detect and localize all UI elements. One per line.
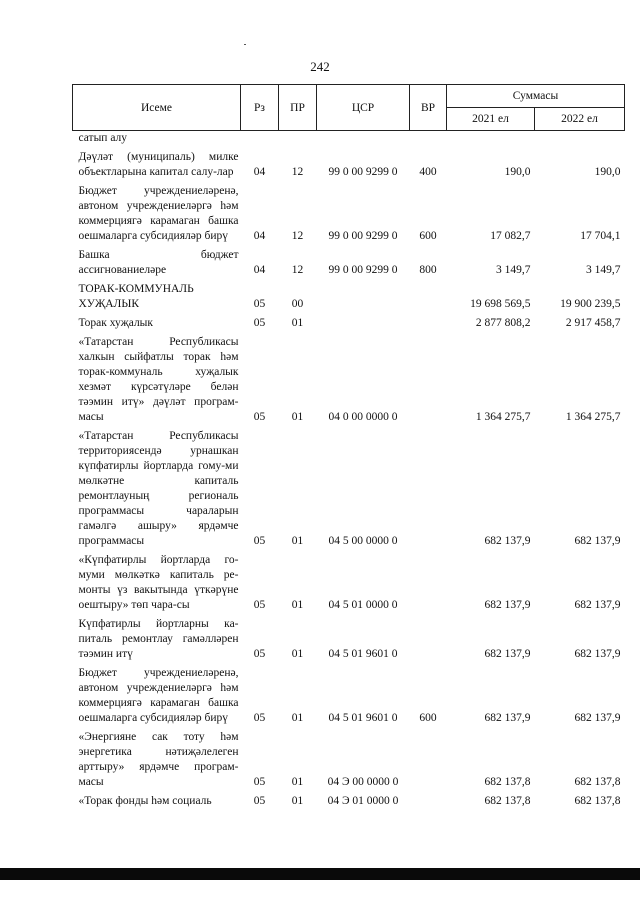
row-sum-2022: 682 137,8 xyxy=(574,795,621,807)
row-sum-2021: 682 137,8 xyxy=(484,776,531,788)
header-name: Исеме xyxy=(73,85,241,131)
row-rz: 05 xyxy=(253,317,266,329)
header-year-2021: 2021 ел xyxy=(447,108,535,131)
row-sum-2022: 682 137,9 xyxy=(574,535,621,547)
row-name: Торак хуҗалык xyxy=(78,317,153,329)
row-name: Башка бюджет ассигнованиеләре xyxy=(78,249,239,276)
row-vr: 600 xyxy=(419,230,437,242)
header-csr: ЦСР xyxy=(317,85,410,131)
row-name: Бюджет учреждениеләренә, автоном учреждениеләргә һәм коммерциягә карамаган башка оешмаларга субсидияләр бирү xyxy=(78,185,239,242)
row-sum-2022: 682 137,9 xyxy=(574,712,621,724)
table-body xyxy=(73,131,625,810)
scan-bottom-edge xyxy=(0,868,640,880)
row-pr: 01 xyxy=(291,411,304,423)
row-sum-2022: 19 900 239,5 xyxy=(560,298,621,310)
row-pr: 01 xyxy=(291,795,304,807)
table-row xyxy=(73,726,625,790)
row-csr: 99 0 00 9299 0 xyxy=(328,230,398,242)
table-row xyxy=(73,312,625,331)
row-pr: 01 xyxy=(291,599,304,611)
row-csr: 04 0 00 0000 0 xyxy=(328,411,398,423)
row-name: Күпфатирлы йортларны ка-питаль ремонтлау гамәлләрен тәэмин итү xyxy=(78,618,239,660)
row-csr: 04 Э 00 0000 0 xyxy=(327,776,399,788)
row-vr xyxy=(410,613,447,662)
row-vr: 800 xyxy=(419,264,437,276)
row-csr: 04 5 01 9601 0 xyxy=(328,648,398,660)
table-row xyxy=(73,425,625,549)
row-name: «Энергияне сак тоту һәм энергетика нәтиҗәлелеген арттыру» ярдәмче програм-масы xyxy=(78,731,239,788)
row-sum-2021 xyxy=(447,131,535,147)
row-pr: 01 xyxy=(291,535,304,547)
row-rz: 04 xyxy=(253,264,266,276)
header-year-2022: 2022 ел xyxy=(535,108,625,131)
row-rz: 04 xyxy=(253,166,266,178)
row-csr xyxy=(317,312,410,331)
row-sum-2021: 190,0 xyxy=(504,166,531,178)
row-pr: 12 xyxy=(291,264,304,276)
row-rz: 05 xyxy=(253,648,266,660)
table-header xyxy=(73,85,625,131)
row-sum-2021: 682 137,9 xyxy=(484,599,531,611)
row-sum-2022: 190,0 xyxy=(594,166,621,178)
row-name: ТОРАК-КОММУНАЛЬ ХУҖАЛЫК xyxy=(78,283,194,310)
table-row xyxy=(73,146,625,180)
row-sum-2022: 1 364 275,7 xyxy=(565,411,621,423)
table-row xyxy=(73,331,625,425)
row-sum-2022: 17 704,1 xyxy=(580,230,621,242)
row-rz xyxy=(241,131,279,147)
row-name: «Татарстан Республикасы халкын сыйфатлы торак һәм торак-коммуналь хуҗалык хезмәт күрсәтүләре белән тәэмин итү» дәүләт програм-масы xyxy=(78,336,239,423)
row-sum-2021: 1 364 275,7 xyxy=(475,411,531,423)
table-row xyxy=(73,244,625,278)
row-vr xyxy=(410,278,447,312)
row-rz: 05 xyxy=(253,599,266,611)
row-csr xyxy=(317,278,410,312)
row-pr: 12 xyxy=(291,230,304,242)
row-sum-2021: 682 137,9 xyxy=(484,648,531,660)
row-sum-2022: 3 149,7 xyxy=(586,264,621,276)
row-csr: 04 5 01 0000 0 xyxy=(328,599,398,611)
table-row xyxy=(73,278,625,312)
row-csr: 99 0 00 9299 0 xyxy=(328,264,398,276)
row-pr: 01 xyxy=(291,648,304,660)
row-name: Дәүләт (муниципаль) милке объектларына капитал салу-лар xyxy=(78,151,239,178)
budget-table xyxy=(72,84,625,809)
row-name: сатып алу xyxy=(78,132,128,144)
header-pr: ПР xyxy=(279,85,317,131)
row-rz: 04 xyxy=(253,230,266,242)
table-row xyxy=(73,662,625,726)
row-sum-2022: 682 137,9 xyxy=(574,648,621,660)
table-row xyxy=(73,790,625,809)
row-sum-2022 xyxy=(535,131,625,147)
table-row xyxy=(73,180,625,244)
scan-speck xyxy=(244,44,246,45)
page-number: 242 xyxy=(310,59,330,74)
row-name: «Күпфатирлы йортларда го-муми мөлкәткә капиталь ре-монты үз вакытында үткәрүне оештыру» төп чара-сы xyxy=(78,554,239,611)
row-sum-2022: 682 137,9 xyxy=(574,599,621,611)
row-csr: 04 5 00 0000 0 xyxy=(328,535,398,547)
row-sum-2022: 682 137,8 xyxy=(574,776,621,788)
row-csr: 04 5 01 9601 0 xyxy=(328,712,398,724)
row-csr: 04 Э 01 0000 0 xyxy=(327,795,399,807)
header-vr: ВР xyxy=(410,85,447,131)
row-name: «Торак фонды һәм социаль xyxy=(78,795,212,807)
row-csr: 99 0 00 9299 0 xyxy=(328,166,398,178)
row-name: «Татарстан Республикасы территориясендә урнашкан күпфатирлы йортларда гому-ми мөлкәтне капиталь ремонтлауның региональ программасы чараларын гамәлгә ашыру» ярдәмче программасы xyxy=(78,430,239,547)
row-vr xyxy=(410,549,447,613)
table-row xyxy=(73,131,625,147)
row-name: Бюджет учреждениеләренә, автоном учреждениеләргә һәм коммерциягә карамаган башка оешмаларга субсидияләр бирү xyxy=(78,667,239,724)
row-vr xyxy=(410,425,447,549)
header-rz: Рз xyxy=(241,85,279,131)
row-pr: 12 xyxy=(291,166,304,178)
row-vr xyxy=(410,131,447,147)
row-rz: 05 xyxy=(253,411,266,423)
row-pr: 01 xyxy=(291,712,304,724)
row-sum-2021: 2 877 808,2 xyxy=(475,317,531,329)
row-sum-2021: 3 149,7 xyxy=(496,264,531,276)
row-vr xyxy=(410,331,447,425)
row-sum-2021: 19 698 569,5 xyxy=(470,298,531,310)
row-rz: 05 xyxy=(253,795,266,807)
row-rz: 05 xyxy=(253,298,266,310)
row-pr: 01 xyxy=(291,317,304,329)
row-csr xyxy=(317,131,410,147)
row-sum-2022: 2 917 458,7 xyxy=(565,317,621,329)
row-vr: 400 xyxy=(419,166,437,178)
row-pr: 01 xyxy=(291,776,304,788)
table-row xyxy=(73,549,625,613)
row-pr xyxy=(279,131,317,147)
row-sum-2021: 682 137,8 xyxy=(484,795,531,807)
row-rz: 05 xyxy=(253,712,266,724)
row-vr xyxy=(410,726,447,790)
row-pr: 00 xyxy=(291,298,304,310)
row-rz: 05 xyxy=(253,535,266,547)
row-vr xyxy=(410,312,447,331)
row-sum-2021: 17 082,7 xyxy=(490,230,531,242)
row-rz: 05 xyxy=(253,776,266,788)
row-sum-2021: 682 137,9 xyxy=(484,535,531,547)
header-sums: Суммасы xyxy=(447,85,625,108)
row-vr xyxy=(410,790,447,809)
row-sum-2021: 682 137,9 xyxy=(484,712,531,724)
table-row xyxy=(73,613,625,662)
row-vr: 600 xyxy=(419,712,437,724)
